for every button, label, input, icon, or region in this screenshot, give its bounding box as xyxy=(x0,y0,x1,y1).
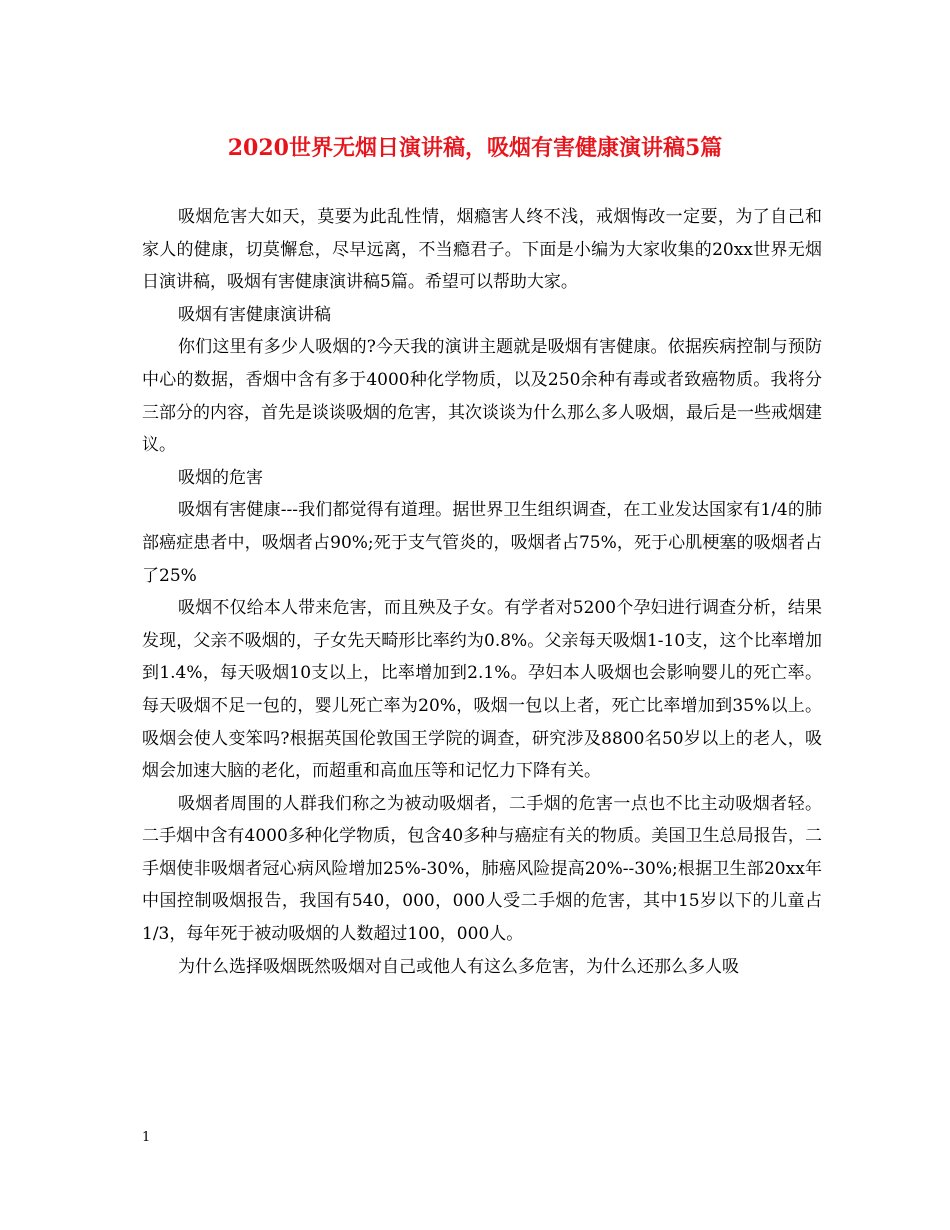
document-title: 2020世界无烟日演讲稿，吸烟有害健康演讲稿5篇 xyxy=(227,135,723,161)
body-paragraph: 吸烟有害健康---我们都觉得有道理。据世界卫生组织调查，在工业发达国家有1/4的肺部癌症患者中，吸烟者占90%;死于支气管炎的，吸烟者占75%，死于心肌梗塞的吸烟者占了25% xyxy=(142,500,822,586)
body-paragraph: 吸烟不仅给本人带来危害，而且殃及子女。有学者对5200个孕妇进行调查分析，结果发现，父亲不吸烟的，子女先天畸形比率约为0.8%。父亲每天吸烟1-10支，这个比率增加到1.4%，每天吸烟10支以上，比率增加到2.1%。孕妇本人吸烟也会影响婴儿的死亡率。每天吸烟不足一包的，婴儿死亡率为20%，吸烟一包以上者，死亡比率增加到35%以上。 吸烟会使人变笨吗?根据英国伦敦国王学院的调查，研究涉及8800名50岁以上的老人，吸烟会加速大脑的老化，而超重和高血压等和记忆力下降有关。 xyxy=(142,598,822,782)
intro-paragraph: 吸烟危害大如天，莫要为此乱性情，烟瘾害人终不浅，戒烟悔改一定要，为了自己和家人的健康，切莫懈怠，尽早远离，不当瘾君子。下面是小编为大家收集的20xx世界无烟日演讲稿，吸烟有害健康演讲稿5篇。希望可以帮助大家。 xyxy=(142,207,822,293)
section-heading-harm: 吸烟的危害 xyxy=(178,467,263,488)
body-paragraph: 你们这里有多少人吸烟的?今天我的演讲主题就是吸烟有害健康。依据疾病控制与预防中心的数据，香烟中含有多于4000种化学物质，以及250余种有毒或者致癌物质。我将分三部分的内容，首先是谈谈吸烟的危害，其次谈谈为什么那么多人吸烟，最后是一些戒烟建议。 xyxy=(142,337,822,456)
page-number: 1 xyxy=(142,1130,151,1145)
section-heading-speech: 吸烟有害健康演讲稿 xyxy=(178,304,331,325)
body-paragraph: 吸烟者周围的人群我们称之为被动吸烟者，二手烟的危害一点也不比主动吸烟者轻。二手烟中含有4000多种化学物质，包含40多种与癌症有关的物质。美国卫生总局报告，二手烟使非吸烟者冠心病风险增加25%-30%，肺癌风险提高20%--30%;根据卫生部20xx年中国控制吸烟报告，我国有540，000，000人受二手烟的危害，其中15岁以下的儿童占1/3，每年死于被动吸烟的人数超过100，000人。 xyxy=(142,793,822,945)
document-body xyxy=(142,201,822,983)
body-paragraph: 为什么选择吸烟既然吸烟对自己或他人有这么多危害，为什么还那么多人吸 xyxy=(178,956,739,977)
